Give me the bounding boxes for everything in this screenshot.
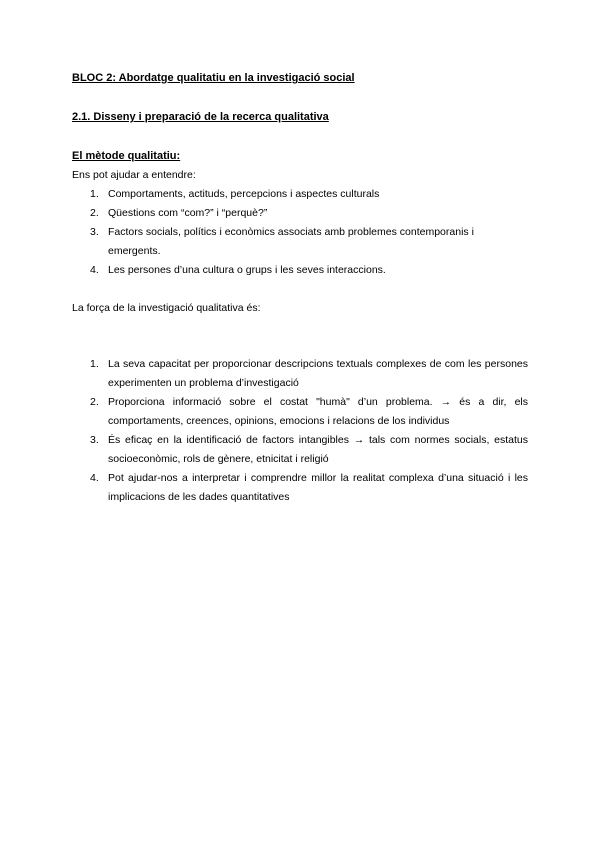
list-item bbox=[72, 223, 528, 261]
list-item-text: Les persones d’una cultura o grups i les seves interaccions. bbox=[108, 264, 386, 276]
section-title: 2.1. Disseny i preparació de la recerca qualitativa bbox=[72, 111, 329, 123]
list-item-number: 4. bbox=[90, 264, 99, 276]
list-item bbox=[72, 185, 528, 204]
list-item bbox=[72, 204, 528, 223]
strengths-list bbox=[72, 355, 528, 507]
list-item bbox=[72, 261, 528, 280]
comprehension-list bbox=[72, 185, 528, 280]
list-item-number: 4. bbox=[90, 472, 99, 484]
list-item-number: 2. bbox=[90, 207, 99, 219]
list-item bbox=[72, 431, 528, 469]
list-item-number: 1. bbox=[90, 358, 99, 370]
list-item bbox=[72, 469, 528, 507]
list-item bbox=[72, 355, 528, 393]
list-item-text: La seva capacitat per proporcionar descripcions textuals complexes de com les persones experimenten un problema d’investigació bbox=[108, 358, 528, 389]
list-item-number: 2. bbox=[90, 396, 99, 408]
list-item-number: 3. bbox=[90, 226, 99, 238]
list-item bbox=[72, 393, 528, 431]
list-item-text: És eficaç en la identificació de factors intangibles → tals com normes socials, estatus socioeconòmic, rols de gènere, etnicitat i religió bbox=[108, 434, 528, 465]
subsection-title: El mètode qualitatiu: bbox=[72, 150, 181, 162]
list-item-text: Comportaments, actituds, percepcions i aspectes culturals bbox=[108, 188, 380, 200]
strength-intro: La força de la investigació qualitativa és: bbox=[72, 302, 261, 314]
list-item-text: Factors socials, polítics i econòmics associats amb problemes contemporanis i emergents. bbox=[108, 226, 474, 257]
document-page bbox=[72, 69, 528, 507]
list-item-number: 1. bbox=[90, 188, 99, 200]
list-item-text: Proporciona informació sobre el costat "humà" d’un problema. → és a dir, els comportaments, creences, opinions, emocions i relacions de los individus bbox=[108, 396, 528, 427]
bloc-title: BLOC 2: Abordatge qualitatiu en la investigació social bbox=[72, 72, 355, 84]
list-item-number: 3. bbox=[90, 434, 99, 446]
list-item-text: Qüestions com “com?” i “perquè?” bbox=[108, 207, 268, 219]
intro-text: Ens pot ajudar a entendre: bbox=[72, 169, 196, 181]
list-item-text: Pot ajudar-nos a interpretar i comprendre millor la realitat complexa d’una situació i les implicacions de les dades quantitatives bbox=[108, 472, 528, 503]
